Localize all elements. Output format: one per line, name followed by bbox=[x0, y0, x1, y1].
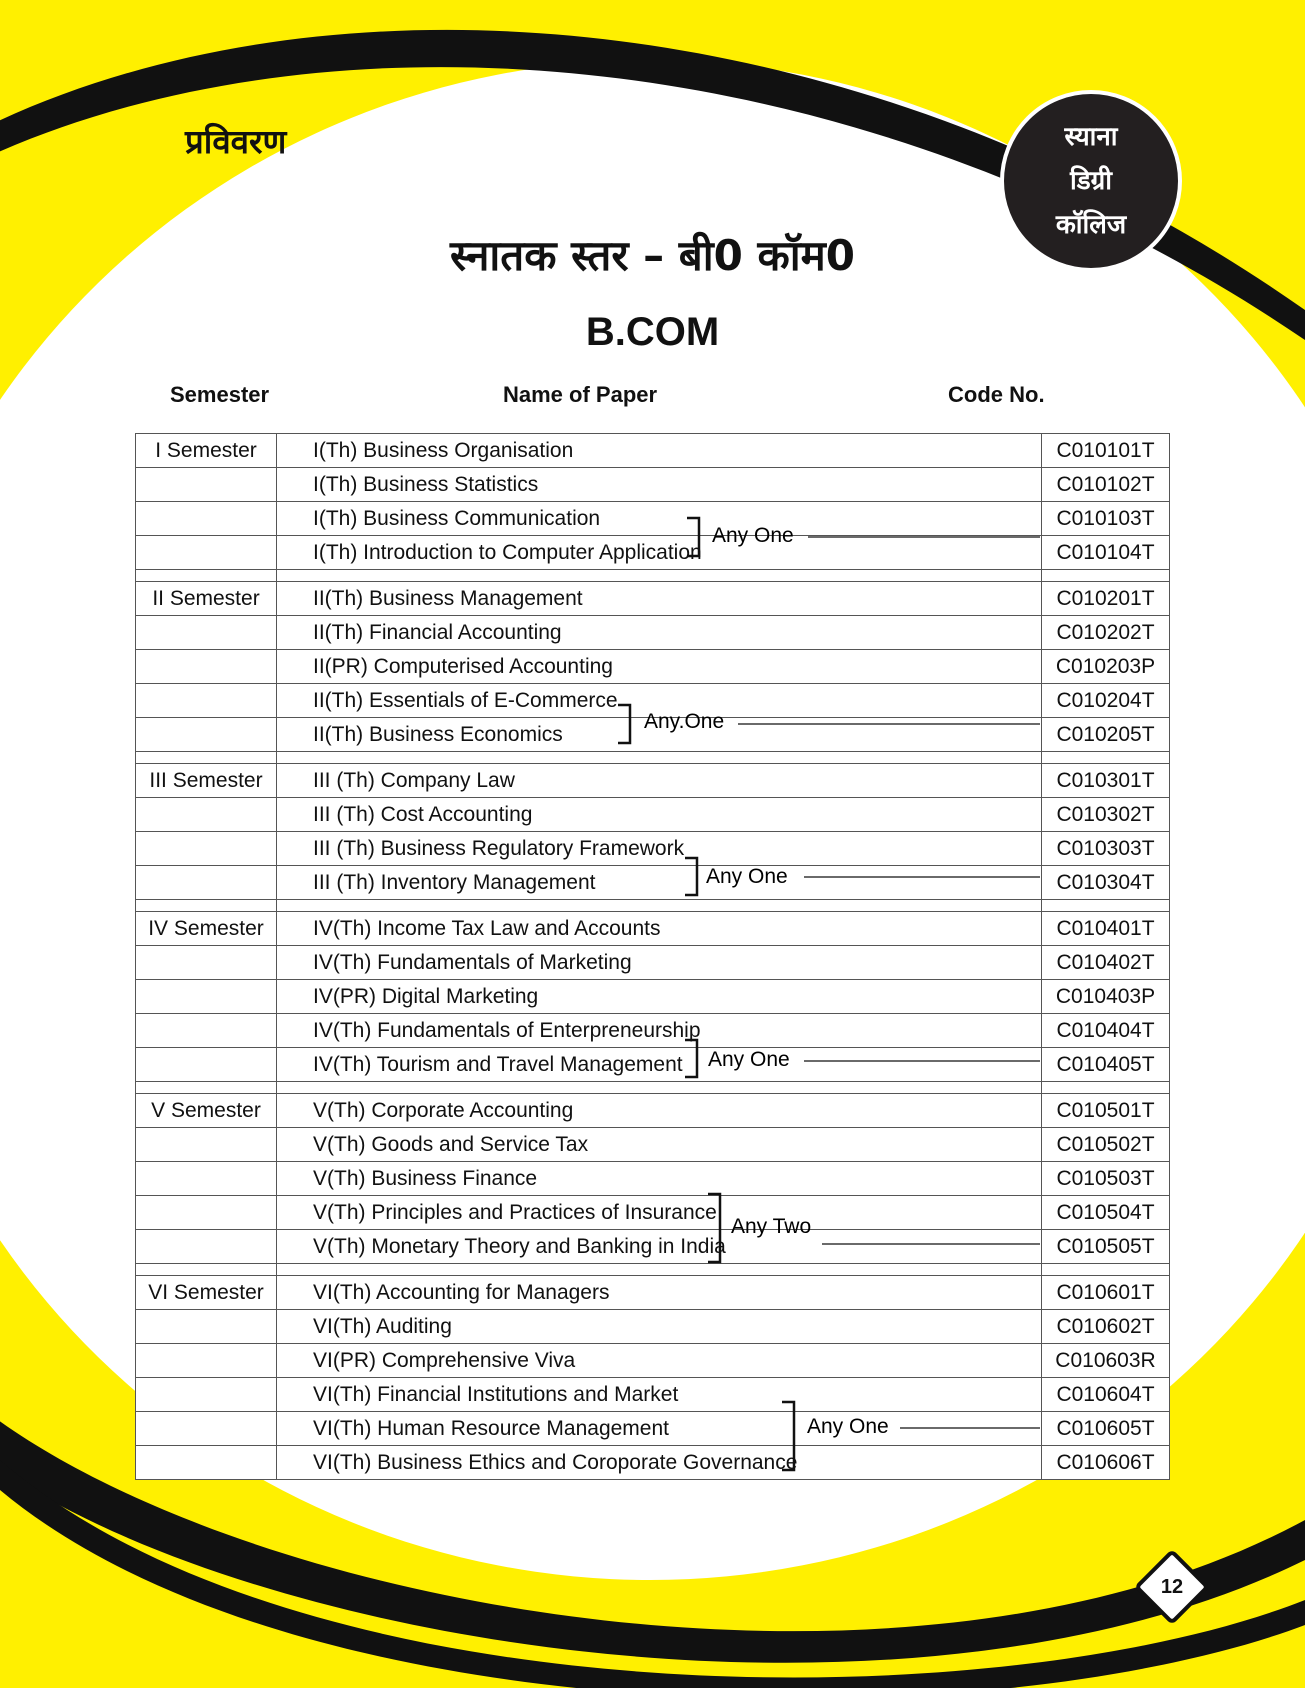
table-row bbox=[136, 1230, 1170, 1264]
semester-separator bbox=[136, 900, 1170, 912]
semester-cell bbox=[136, 616, 277, 650]
paper-code-cell: C010601T bbox=[1042, 1276, 1170, 1310]
column-header-paper: Name of Paper bbox=[503, 382, 658, 407]
paper-code-cell: C010204T bbox=[1042, 684, 1170, 718]
elective-label: Any One bbox=[708, 1048, 790, 1071]
semester-cell bbox=[136, 1128, 277, 1162]
page-title: B.COM bbox=[585, 310, 720, 354]
elective-label: Any.One bbox=[644, 710, 725, 733]
paper-name-cell: IV(Th) Fundamentals of Enterpreneurship bbox=[277, 1014, 1042, 1048]
elective-label: Any One bbox=[807, 1415, 889, 1438]
semester-cell bbox=[136, 468, 277, 502]
paper-name-cell: II(Th) Business Economics bbox=[277, 718, 1042, 752]
paper-code-cell: C010505T bbox=[1042, 1230, 1170, 1264]
paper-name-cell: III (Th) Cost Accounting bbox=[277, 798, 1042, 832]
paper-code-cell: C010606T bbox=[1042, 1446, 1170, 1480]
semester-cell: I Semester bbox=[136, 434, 277, 468]
table-row bbox=[136, 582, 1170, 616]
paper-code-cell: C010401T bbox=[1042, 912, 1170, 946]
paper-code-cell: C010102T bbox=[1042, 468, 1170, 502]
table-row bbox=[136, 650, 1170, 684]
table-row bbox=[136, 1128, 1170, 1162]
paper-code-cell: C010104T bbox=[1042, 536, 1170, 570]
table-row bbox=[136, 764, 1170, 798]
semester-cell bbox=[136, 1230, 277, 1264]
table-row bbox=[136, 536, 1170, 570]
hindi-title: स्नातक स्तर – बी0 कॉम0 bbox=[450, 231, 855, 280]
semester-cell bbox=[136, 1446, 277, 1480]
paper-code-cell: C010501T bbox=[1042, 1094, 1170, 1128]
paper-name-cell: V(Th) Goods and Service Tax bbox=[277, 1128, 1042, 1162]
semester-cell: IV Semester bbox=[136, 912, 277, 946]
semester-cell bbox=[136, 1196, 277, 1230]
badge-line-1: स्याना bbox=[1064, 122, 1118, 152]
paper-code-cell: C010303T bbox=[1042, 832, 1170, 866]
paper-name-cell: VI(Th) Business Ethics and Coroporate Governance bbox=[277, 1446, 1042, 1480]
paper-code-cell: C010403P bbox=[1042, 980, 1170, 1014]
paper-code-cell: C010603R bbox=[1042, 1344, 1170, 1378]
paper-name-cell: IV(Th) Income Tax Law and Accounts bbox=[277, 912, 1042, 946]
semester-cell bbox=[136, 502, 277, 536]
paper-name-cell: VI(Th) Auditing bbox=[277, 1310, 1042, 1344]
paper-code-cell: C010103T bbox=[1042, 502, 1170, 536]
semester-cell bbox=[136, 650, 277, 684]
paper-code-cell: C010301T bbox=[1042, 764, 1170, 798]
semester-cell: V Semester bbox=[136, 1094, 277, 1128]
semester-cell bbox=[136, 1048, 277, 1082]
paper-name-cell: II(Th) Essentials of E-Commerce bbox=[277, 684, 1042, 718]
paper-code-cell: C010205T bbox=[1042, 718, 1170, 752]
paper-code-cell: C010503T bbox=[1042, 1162, 1170, 1196]
badge-line-3: कॉलिज bbox=[1055, 210, 1127, 240]
table-row bbox=[136, 502, 1170, 536]
paper-code-cell: C010404T bbox=[1042, 1014, 1170, 1048]
semester-cell bbox=[136, 536, 277, 570]
column-header-code: Code No. bbox=[948, 382, 1045, 407]
semester-cell bbox=[136, 1344, 277, 1378]
semester-separator bbox=[136, 1264, 1170, 1276]
table-row bbox=[136, 1446, 1170, 1480]
table-row bbox=[136, 1276, 1170, 1310]
table-row bbox=[136, 866, 1170, 900]
paper-name-cell: III (Th) Inventory Management bbox=[277, 866, 1042, 900]
table-row bbox=[136, 1378, 1170, 1412]
paper-name-cell: VI(Th) Financial Institutions and Market bbox=[277, 1378, 1042, 1412]
paper-code-cell: C010405T bbox=[1042, 1048, 1170, 1082]
paper-name-cell: V(Th) Principles and Practices of Insurance bbox=[277, 1196, 1042, 1230]
table-row bbox=[136, 946, 1170, 980]
paper-code-cell: C010502T bbox=[1042, 1128, 1170, 1162]
paper-code-cell: C010302T bbox=[1042, 798, 1170, 832]
paper-name-cell: VI(Th) Human Resource Management bbox=[277, 1412, 1042, 1446]
elective-label: Any One bbox=[712, 524, 794, 547]
paper-code-cell: C010203P bbox=[1042, 650, 1170, 684]
paper-name-cell: II(Th) Business Management bbox=[277, 582, 1042, 616]
page-number: 12 bbox=[1160, 1576, 1184, 1598]
paper-name-cell: VI(PR) Comprehensive Viva bbox=[277, 1344, 1042, 1378]
semester-cell bbox=[136, 1378, 277, 1412]
paper-name-cell: I(Th) Business Communication bbox=[277, 502, 1042, 536]
paper-name-cell: IV(PR) Digital Marketing bbox=[277, 980, 1042, 1014]
table-row bbox=[136, 1014, 1170, 1048]
paper-name-cell: V(Th) Monetary Theory and Banking in India bbox=[277, 1230, 1042, 1264]
table-row bbox=[136, 1162, 1170, 1196]
paper-code-cell: C010201T bbox=[1042, 582, 1170, 616]
table-row bbox=[136, 798, 1170, 832]
badge-line-2: डिग्री bbox=[1069, 166, 1113, 196]
semester-cell bbox=[136, 832, 277, 866]
table-row bbox=[136, 616, 1170, 650]
paper-name-cell: IV(Th) Fundamentals of Marketing bbox=[277, 946, 1042, 980]
semester-cell bbox=[136, 718, 277, 752]
semester-cell bbox=[136, 1014, 277, 1048]
elective-label: Any Two bbox=[731, 1215, 812, 1238]
semester-cell bbox=[136, 1310, 277, 1344]
paper-code-cell: C010602T bbox=[1042, 1310, 1170, 1344]
section-label: प्रविवरण bbox=[185, 122, 287, 161]
table-row bbox=[136, 832, 1170, 866]
semester-cell bbox=[136, 946, 277, 980]
paper-code-cell: C010604T bbox=[1042, 1378, 1170, 1412]
semester-cell: VI Semester bbox=[136, 1276, 277, 1310]
table-row bbox=[136, 1412, 1170, 1446]
semester-cell: II Semester bbox=[136, 582, 277, 616]
paper-name-cell: V(Th) Business Finance bbox=[277, 1162, 1042, 1196]
paper-name-cell: II(PR) Computerised Accounting bbox=[277, 650, 1042, 684]
paper-name-cell: V(Th) Corporate Accounting bbox=[277, 1094, 1042, 1128]
column-header-semester: Semester bbox=[170, 382, 270, 407]
table-row bbox=[136, 434, 1170, 468]
table-row bbox=[136, 718, 1170, 752]
paper-name-cell: III (Th) Business Regulatory Framework bbox=[277, 832, 1042, 866]
semester-separator bbox=[136, 1082, 1170, 1094]
paper-name-cell: I(Th) Business Organisation bbox=[277, 434, 1042, 468]
semester-cell bbox=[136, 1412, 277, 1446]
paper-name-cell: I(Th) Business Statistics bbox=[277, 468, 1042, 502]
semester-cell bbox=[136, 866, 277, 900]
table-row bbox=[136, 1310, 1170, 1344]
semester-cell bbox=[136, 798, 277, 832]
table-row bbox=[136, 1344, 1170, 1378]
paper-name-cell: VI(Th) Accounting for Managers bbox=[277, 1276, 1042, 1310]
paper-code-cell: C010504T bbox=[1042, 1196, 1170, 1230]
semester-cell bbox=[136, 684, 277, 718]
semester-separator bbox=[136, 752, 1170, 764]
paper-code-cell: C010605T bbox=[1042, 1412, 1170, 1446]
table-row bbox=[136, 684, 1170, 718]
table-row bbox=[136, 912, 1170, 946]
semester-cell bbox=[136, 980, 277, 1014]
table-row bbox=[136, 980, 1170, 1014]
semester-cell: III Semester bbox=[136, 764, 277, 798]
paper-code-cell: C010304T bbox=[1042, 866, 1170, 900]
paper-code-cell: C010202T bbox=[1042, 616, 1170, 650]
table-row bbox=[136, 468, 1170, 502]
table-row bbox=[136, 1196, 1170, 1230]
semester-cell bbox=[136, 1162, 277, 1196]
paper-code-cell: C010101T bbox=[1042, 434, 1170, 468]
paper-name-cell: IV(Th) Tourism and Travel Management bbox=[277, 1048, 1042, 1082]
paper-name-cell: III (Th) Company Law bbox=[277, 764, 1042, 798]
table-row bbox=[136, 1048, 1170, 1082]
elective-label: Any One bbox=[706, 865, 788, 888]
paper-name-cell: II(Th) Financial Accounting bbox=[277, 616, 1042, 650]
semester-separator bbox=[136, 570, 1170, 582]
paper-name-cell: I(Th) Introduction to Computer Application bbox=[277, 536, 1042, 570]
table-row bbox=[136, 1094, 1170, 1128]
course-table bbox=[135, 433, 1170, 1480]
paper-code-cell: C010402T bbox=[1042, 946, 1170, 980]
